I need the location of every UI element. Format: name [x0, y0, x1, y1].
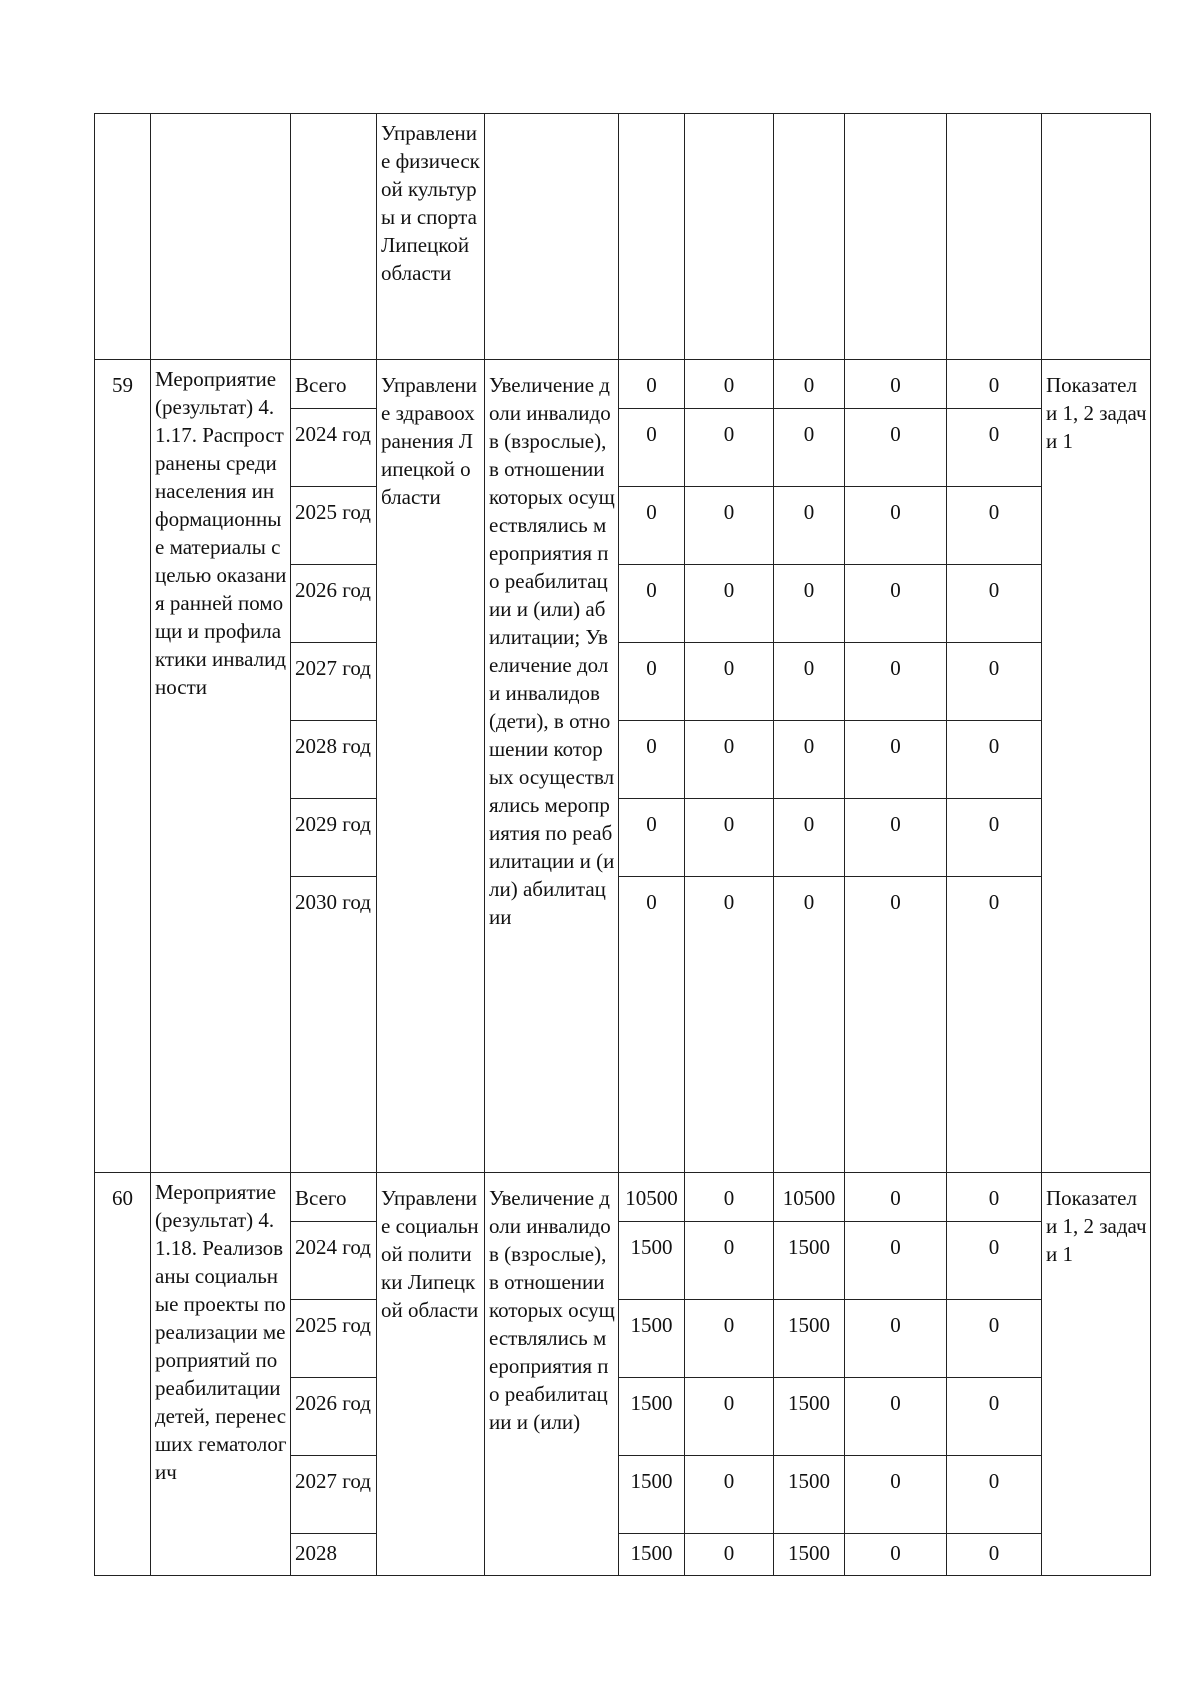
- value: 0: [988, 734, 1000, 758]
- value-cell: [947, 1534, 1042, 1576]
- period-label: 2025 год: [295, 1313, 371, 1337]
- value: 0: [988, 1391, 1000, 1415]
- value-cell: [685, 721, 774, 799]
- value: 0: [646, 578, 657, 602]
- value: 0: [890, 1541, 901, 1565]
- period-cell: [291, 877, 377, 1173]
- value-cell: [619, 1534, 685, 1576]
- value-cell: [845, 1378, 947, 1456]
- value-cell: [774, 1378, 845, 1456]
- value: 0: [988, 500, 1000, 524]
- executor-text: Управление здравоохранения Липецкой области: [381, 373, 477, 509]
- value-cell: [619, 643, 685, 721]
- value-cell: [685, 114, 774, 360]
- value-cell: [619, 799, 685, 877]
- value: 0: [988, 373, 1000, 397]
- executor-cell: [377, 1173, 485, 1576]
- period-label: 2029 год: [295, 812, 371, 836]
- value: 0: [890, 1391, 901, 1415]
- value: 1500: [630, 1391, 673, 1415]
- value-cell: [774, 360, 845, 409]
- value: 10500: [625, 1186, 678, 1210]
- value-cell: [685, 1378, 774, 1456]
- value-cell: [774, 409, 845, 487]
- value: 0: [890, 1235, 901, 1259]
- value: 1500: [788, 1313, 830, 1337]
- value-cell: [845, 1173, 947, 1222]
- value: 0: [646, 656, 657, 680]
- value: 0: [723, 890, 735, 914]
- value: 0: [890, 373, 901, 397]
- value: 0: [646, 890, 657, 914]
- row-number: 59: [112, 373, 133, 397]
- period-cell: [291, 360, 377, 409]
- value: 0: [723, 656, 735, 680]
- period-label: 2024 год: [295, 1235, 371, 1259]
- period-cell: [291, 1534, 377, 1576]
- value-cell: [947, 487, 1042, 565]
- value-cell: [845, 409, 947, 487]
- value: 0: [890, 578, 901, 602]
- table-row: [95, 360, 1151, 409]
- value: 0: [890, 656, 901, 680]
- period-cell: [291, 409, 377, 487]
- value: 0: [723, 1313, 735, 1337]
- value: 0: [890, 1186, 901, 1210]
- value: 0: [723, 1235, 735, 1259]
- value-cell: [619, 721, 685, 799]
- value-cell: [845, 877, 947, 1173]
- value-cell: [947, 1300, 1042, 1378]
- value: 0: [988, 1469, 1000, 1493]
- executor-text: Управление социальной политики Липецкой области: [381, 1186, 479, 1322]
- value-cell: [619, 565, 685, 643]
- value-cell: [685, 409, 774, 487]
- value: 0: [646, 373, 657, 397]
- value-cell: [845, 1456, 947, 1534]
- value: 1500: [788, 1235, 830, 1259]
- value-cell: [947, 409, 1042, 487]
- value-cell: [774, 1173, 845, 1222]
- value: 0: [723, 812, 735, 836]
- period-cell: [291, 1173, 377, 1222]
- value-cell: [947, 721, 1042, 799]
- value-cell: [619, 1456, 685, 1534]
- executor-text: Управление физической культуры и спорта Липецкой области: [381, 121, 480, 285]
- value-cell: [619, 360, 685, 409]
- value: 0: [803, 890, 815, 914]
- period-label: 2027 год: [295, 1469, 371, 1493]
- value: 0: [803, 578, 815, 602]
- period-cell: [291, 1456, 377, 1534]
- period-cell: [291, 799, 377, 877]
- continuation-row: [95, 114, 1151, 360]
- value: 0: [723, 734, 735, 758]
- value: 0: [988, 578, 1000, 602]
- value: 0: [803, 500, 815, 524]
- value-cell: [845, 565, 947, 643]
- value-cell: [774, 487, 845, 565]
- value-cell: [619, 1222, 685, 1300]
- value-cell: [685, 565, 774, 643]
- value: 1500: [630, 1469, 673, 1493]
- value-cell: [845, 1300, 947, 1378]
- value-cell: [774, 114, 845, 360]
- value: 1500: [630, 1541, 673, 1565]
- value: 0: [646, 812, 657, 836]
- indicator-text: Увеличение доли инвалидов (взрослые), в отношении которых осуществлялись мероприятия по реабилитации и (или): [489, 1186, 615, 1434]
- value: 1500: [788, 1391, 830, 1415]
- measure-cell: [151, 360, 291, 1173]
- value: 0: [988, 812, 1000, 836]
- value: 0: [890, 1313, 901, 1337]
- measure-cell: [151, 1173, 291, 1576]
- value: 0: [723, 500, 735, 524]
- period-cell: [291, 1300, 377, 1378]
- value-cell: [774, 1534, 845, 1576]
- measure-text: Мероприятие (результат) 4.1.18. Реализованы социальные проекты по реализации мероприятий по реабилитации детей, перенесших гематологич: [155, 1180, 287, 1484]
- indicator-cell: [485, 114, 619, 360]
- value-cell: [774, 877, 845, 1173]
- value-cell: [774, 1456, 845, 1534]
- value: 0: [890, 422, 901, 446]
- value-cell: [774, 1300, 845, 1378]
- period-label: 2028 год: [295, 734, 371, 758]
- indicator-cell: [485, 1173, 619, 1576]
- value-cell: [685, 360, 774, 409]
- period-label: 2030 год: [295, 890, 371, 914]
- executor-cell: [377, 360, 485, 1173]
- value-cell: [845, 643, 947, 721]
- period-cell: [291, 1378, 377, 1456]
- value: 0: [723, 1186, 735, 1210]
- relation-cell: [1042, 1173, 1151, 1576]
- period-label: 2026 год: [295, 1391, 371, 1415]
- value: 0: [988, 422, 1000, 446]
- row-number-cell: [95, 360, 151, 1173]
- value: 0: [988, 890, 1000, 914]
- program-measures-table: [94, 113, 1151, 1576]
- period-cell: [291, 565, 377, 643]
- value: 0: [890, 500, 901, 524]
- period-label: Всего: [295, 373, 347, 397]
- value: 0: [890, 734, 901, 758]
- value-cell: [845, 360, 947, 409]
- value-cell: [774, 565, 845, 643]
- value-cell: [774, 799, 845, 877]
- value-cell: [947, 1222, 1042, 1300]
- row-number: 60: [112, 1186, 133, 1210]
- executor-cell: [377, 114, 485, 360]
- period-cell: [291, 114, 377, 360]
- value: 1500: [630, 1235, 673, 1259]
- value: 0: [988, 1235, 1000, 1259]
- value-cell: [685, 643, 774, 721]
- value: 10500: [782, 1186, 836, 1210]
- value-cell: [845, 487, 947, 565]
- value-cell: [845, 114, 947, 360]
- value-cell: [685, 487, 774, 565]
- relation-text: Показатели 1, 2 задачи 1: [1046, 373, 1147, 453]
- value: 0: [723, 1469, 735, 1493]
- value-cell: [947, 799, 1042, 877]
- value: 0: [803, 812, 815, 836]
- period-label: 2028: [295, 1541, 337, 1565]
- value: 0: [723, 1391, 735, 1415]
- period-cell: [291, 721, 377, 799]
- value-cell: [685, 799, 774, 877]
- value-cell: [947, 643, 1042, 721]
- relation-text: Показатели 1, 2 задачи 1: [1046, 1186, 1147, 1266]
- value-cell: [947, 360, 1042, 409]
- period-label: 2027 год: [295, 656, 371, 680]
- value: 0: [803, 373, 815, 397]
- value-cell: [685, 1300, 774, 1378]
- value-cell: [845, 799, 947, 877]
- table-row: [95, 1173, 1151, 1222]
- value: 0: [803, 656, 815, 680]
- value-cell: [619, 1378, 685, 1456]
- measure-cell: [151, 114, 291, 360]
- value-cell: [947, 565, 1042, 643]
- value: 0: [890, 812, 901, 836]
- relation-cell: [1042, 360, 1151, 1173]
- value-cell: [774, 721, 845, 799]
- measure-text: Мероприятие (результат) 4.1.17. Распространены среди населения информационные материалы с целью оказания ранней помощи и профилактики инвалидности: [155, 367, 287, 699]
- value-cell: [619, 409, 685, 487]
- value: 0: [988, 1313, 1000, 1337]
- value: 0: [723, 422, 735, 446]
- period-cell: [291, 1222, 377, 1300]
- value-cell: [774, 1222, 845, 1300]
- value: 0: [646, 422, 657, 446]
- value: 1500: [788, 1541, 830, 1565]
- value: 0: [803, 734, 815, 758]
- period-label: Всего: [295, 1186, 347, 1210]
- indicator-cell: [485, 360, 619, 1173]
- value: 1500: [788, 1469, 830, 1493]
- number-cell: [95, 114, 151, 360]
- value-cell: [947, 1456, 1042, 1534]
- value: 0: [723, 1541, 735, 1565]
- value-cell: [619, 487, 685, 565]
- value-cell: [685, 877, 774, 1173]
- value-cell: [685, 1222, 774, 1300]
- value: 0: [723, 373, 735, 397]
- value-cell: [845, 1222, 947, 1300]
- period-label: 2025 год: [295, 500, 371, 524]
- value: 0: [723, 578, 735, 602]
- value-cell: [685, 1456, 774, 1534]
- value-cell: [947, 877, 1042, 1173]
- period-cell: [291, 643, 377, 721]
- value: 0: [646, 500, 657, 524]
- value-cell: [947, 114, 1042, 360]
- value-cell: [619, 114, 685, 360]
- value-cell: [685, 1534, 774, 1576]
- value-cell: [947, 1378, 1042, 1456]
- value-cell: [845, 721, 947, 799]
- indicator-text: Увеличение доли инвалидов (взрослые), в отношении которых осуществлялись мероприятия по реабилитации и (или) абилитации; Увеличение доли инвалидов (дети), в отношении которых осуществлялись мероприятия по реабилитации и (или) абилитации: [489, 373, 615, 929]
- value: 0: [988, 1541, 1000, 1565]
- value: 0: [803, 422, 815, 446]
- value-cell: [774, 643, 845, 721]
- value: 0: [890, 890, 901, 914]
- relation-cell: [1042, 114, 1151, 360]
- period-label: 2026 год: [295, 578, 371, 602]
- value-cell: [619, 877, 685, 1173]
- value-cell: [619, 1300, 685, 1378]
- value-cell: [619, 1173, 685, 1222]
- value: 0: [646, 734, 657, 758]
- period-label: 2024 год: [295, 422, 371, 446]
- value-cell: [947, 1173, 1042, 1222]
- period-cell: [291, 487, 377, 565]
- row-number-cell: [95, 1173, 151, 1576]
- value-cell: [685, 1173, 774, 1222]
- value: 0: [988, 1186, 1000, 1210]
- value: 0: [890, 1469, 901, 1493]
- value: 1500: [630, 1313, 673, 1337]
- value-cell: [845, 1534, 947, 1576]
- value: 0: [988, 656, 1000, 680]
